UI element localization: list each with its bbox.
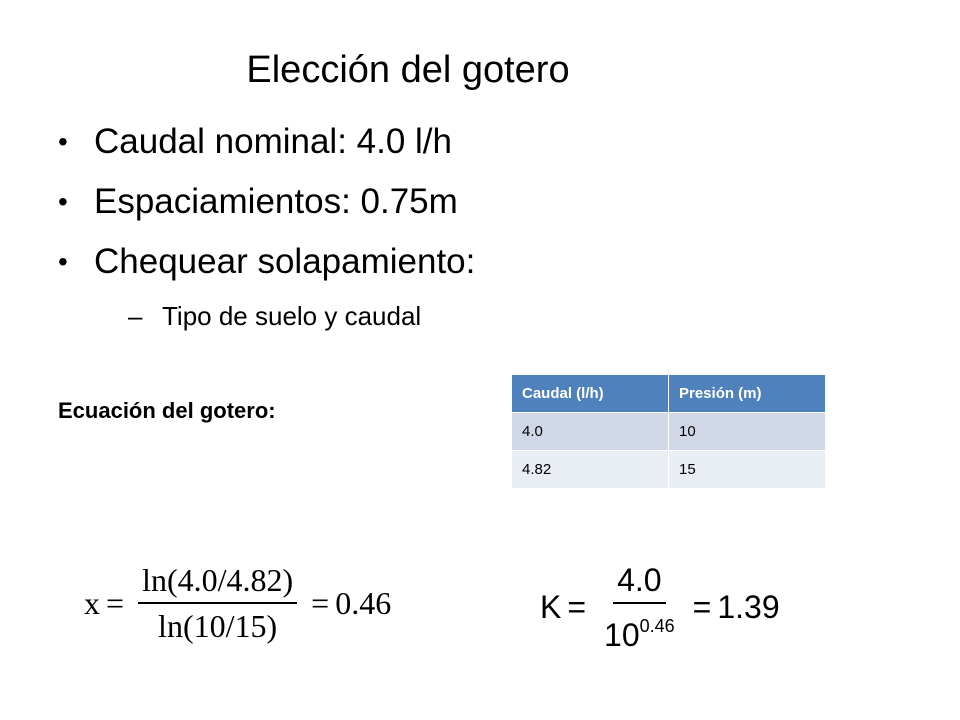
formula-x-equals-2: = xyxy=(311,584,330,621)
table-header-caudal: Caudal (l/h) xyxy=(512,375,669,413)
dash-icon: – xyxy=(128,301,143,331)
formula-k-result: 1.39 xyxy=(717,589,780,625)
formula-x-denominator: ln(10/15) xyxy=(158,608,278,644)
bullet-list xyxy=(58,112,878,340)
formula-k-denominator-exponent: 0.46 xyxy=(639,616,675,636)
formula-x-numerator: ln(4.0/4.82) xyxy=(138,560,297,604)
formula-x-lhs: x xyxy=(84,584,100,621)
formula-k-lhs: K xyxy=(540,589,562,625)
table-cell: 4.82 xyxy=(512,451,669,489)
slide-title: Elección del gotero xyxy=(246,49,570,91)
bullet-item-solapamiento xyxy=(58,232,878,292)
table-row xyxy=(512,413,826,451)
formula-k-denominator xyxy=(600,604,679,655)
formula-x-equals: = xyxy=(106,584,125,621)
formula-exponent-x xyxy=(84,560,391,646)
bullet-text: Caudal nominal: 4.0 l/h xyxy=(94,122,452,161)
caudal-presion-table xyxy=(511,374,826,489)
table-cell: 10 xyxy=(669,413,826,451)
formula-k-denominator-base: 10 xyxy=(604,617,640,653)
formula-k-equals-2: = xyxy=(692,589,712,625)
table-cell: 15 xyxy=(669,451,826,489)
bullet-dot-icon: • xyxy=(58,126,68,157)
bullet-dot-icon: • xyxy=(58,246,68,277)
table-cell: 4.0 xyxy=(512,413,669,451)
bullet-item-caudal xyxy=(58,112,878,172)
equation-label: Ecuación del gotero: xyxy=(58,398,276,423)
formula-k-numerator: 4.0 xyxy=(613,560,665,604)
sub-bullet-item xyxy=(58,292,878,340)
formula-k-equals: = xyxy=(567,589,587,625)
table-header-presion: Presión (m) xyxy=(669,375,826,413)
bullet-item-espaciamientos xyxy=(58,172,878,232)
bullet-text: Chequear solapamiento: xyxy=(94,242,476,281)
bullet-text: Espaciamientos: 0.75m xyxy=(94,182,458,221)
formula-x-result: 0.46 xyxy=(335,584,392,621)
table-row xyxy=(512,451,826,489)
formula-k-fraction xyxy=(600,560,679,655)
sub-bullet-text: Tipo de suelo y caudal xyxy=(162,301,422,331)
table-header-row xyxy=(512,375,826,413)
formula-coefficient-k xyxy=(540,560,780,655)
bullet-dot-icon: • xyxy=(58,186,68,217)
formula-x-fraction xyxy=(138,560,297,646)
